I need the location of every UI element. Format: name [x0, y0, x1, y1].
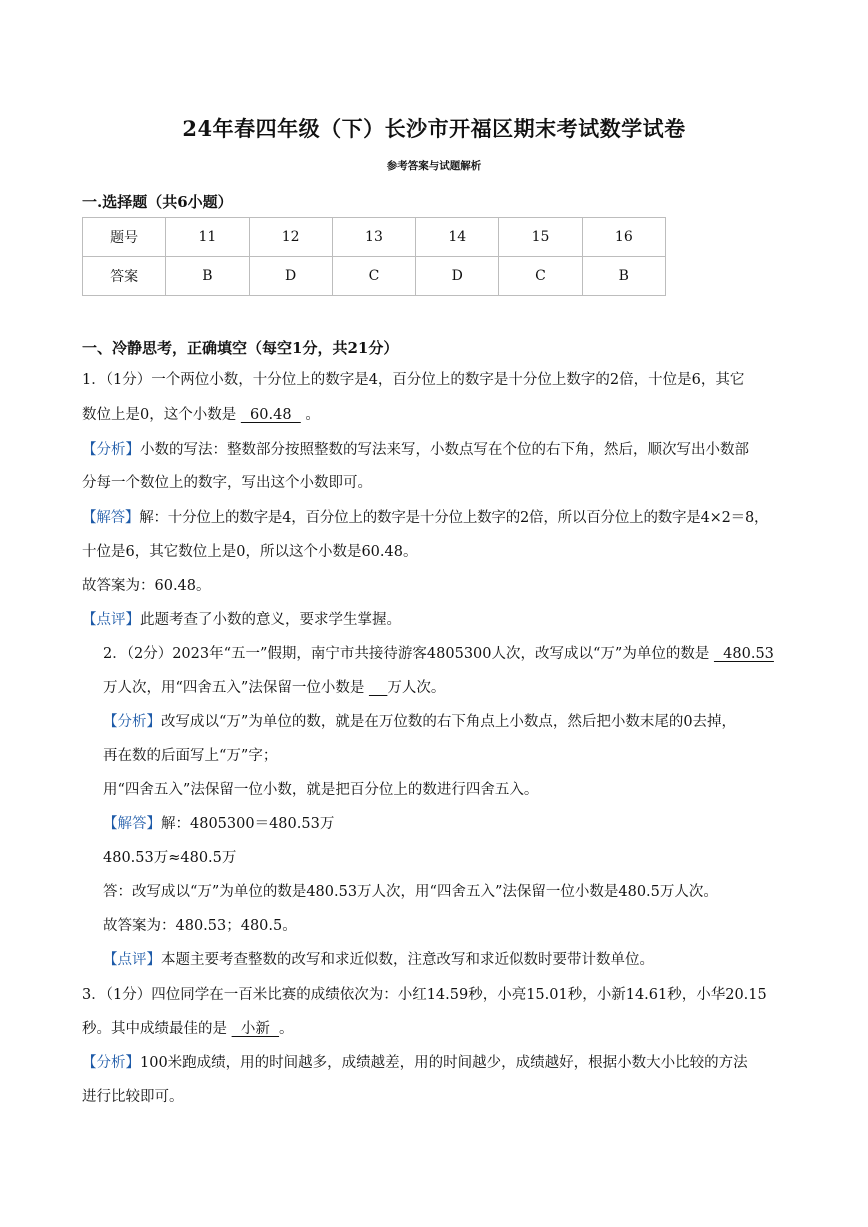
q2-analysis-line3: 用“四舍五入”法保留一位小数，就是把百分位上的数进行四舍五入。 [103, 782, 539, 798]
table-row-label: 答案 [83, 257, 166, 296]
q2-text: 2．（2分）2023年“五一”假期，南宁市共接待游客4805300人次，改写成以“万”为单位的数是 [103, 646, 710, 662]
analysis-text: 小数的写法：整数部分按照整数的写法来写，小数点写在个位的右下角，然后，顺次写出小数部 [140, 442, 749, 458]
q1-line1: 1．（1分）一个两位小数，十分位上的数字是4，百分位上的数字是十分位上数字的2倍，十位是6，其它 [82, 372, 745, 388]
comment-tag: 【点评】 [82, 612, 140, 628]
q1-answer-line1 [82, 508, 768, 528]
answer-table [82, 217, 666, 296]
table-cell: 12 [249, 218, 332, 257]
table-row-label: 题号 [83, 218, 166, 257]
analysis-tag: 【分析】 [103, 714, 161, 730]
q3-text-end: 。 [279, 1021, 294, 1037]
q3-line2 [82, 1019, 294, 1039]
q1-answer-line2: 十位是6，其它数位上是0，所以这个小数是60.48。 [82, 544, 418, 560]
analysis-tag: 【分析】 [82, 1055, 140, 1071]
table-cell: 16 [582, 218, 665, 257]
page-title: 24年春四年级（下）长沙市开福区期末考试数学试卷 [182, 116, 686, 141]
section-heading-fill: 一、冷静思考，正确填空（每空1分，共21分） [82, 339, 399, 357]
q1-analysis-line2: 分每一个数位上的数字，写出这个小数即可。 [82, 475, 372, 491]
answer-tag: 【解答】 [82, 510, 140, 526]
analysis-text: 改写成以“万”为单位的数，就是在万位数的右下角点上小数点，然后把小数末尾的0去掉， [161, 714, 737, 730]
answer-text: 解：十分位上的数字是4，百分位上的数字是十分位上数字的2倍，所以百分位上的数字是4×2＝8， [139, 510, 769, 526]
page-subtitle: 参考答案与试题解析 [386, 160, 482, 172]
table-row [83, 257, 666, 296]
q1-text: 数位上是0，这个小数是 [82, 407, 237, 423]
q2-analysis-line2: 再在数的后面写上“万”字； [103, 748, 278, 764]
table-cell: B [166, 257, 249, 296]
q3-line1: 3．（1分）四位同学在一百米比赛的成绩依次为：小红14.59秒，小亮15.01秒，小新14.61秒，小华20.15 [82, 987, 767, 1003]
table-cell: D [416, 257, 499, 296]
q3-analysis-line2: 进行比较即可。 [82, 1089, 184, 1105]
q1-answer-blank: 60.48 [240, 407, 301, 423]
answer-tag: 【解答】 [103, 816, 161, 832]
q2-final: 故答案为：480.53；480.5。 [103, 918, 297, 934]
table-cell: C [332, 257, 415, 296]
q2-answer-blank-2 [369, 680, 387, 696]
analysis-text: 100米跑成绩，用的时间越多，成绩越差，用的时间越少，成绩越好，根据小数大小比较的方法 [140, 1055, 748, 1071]
table-cell: D [249, 257, 332, 296]
table-cell: 15 [499, 218, 582, 257]
q3-answer-blank: 小新 [231, 1021, 280, 1037]
q2-answer-line3: 答：改写成以“万”为单位的数是480.53万人次，用“四舍五入”法保留一位小数是480.5万人次。 [103, 884, 718, 900]
comment-text: 本题主要考查整数的改写和求近似数，注意改写和求近似数时要带计数单位。 [161, 952, 654, 968]
section-heading-choice: 一.选择题（共6小题） [82, 193, 233, 211]
table-cell: 14 [416, 218, 499, 257]
q1-comment [82, 610, 401, 630]
q1-analysis-line1 [82, 440, 749, 460]
table-cell: C [499, 257, 582, 296]
q1-text-end: 。 [305, 407, 320, 423]
answer-text: 解：4805300＝480.53万 [161, 816, 335, 832]
q2-answer-line2: 480.53万≈480.5万 [103, 850, 237, 866]
q2-line2 [103, 678, 445, 698]
q2-line1 [103, 644, 774, 664]
q1-line2 [82, 405, 320, 425]
table-cell: B [582, 257, 665, 296]
q2-answer-blank-1: 480.53 [713, 646, 774, 662]
q2-comment [103, 950, 654, 970]
q3-analysis-line1 [82, 1053, 748, 1073]
comment-text: 此题考查了小数的意义，要求学生掌握。 [140, 612, 401, 628]
q2-analysis-line1 [103, 712, 736, 732]
q2-text: 万人次，用“四舍五入”法保留一位小数是 [103, 680, 365, 696]
table-row [83, 218, 666, 257]
table-cell: 11 [166, 218, 249, 257]
q3-text: 秒。其中成绩最佳的是 [82, 1021, 227, 1037]
comment-tag: 【点评】 [103, 952, 161, 968]
table-cell: 13 [332, 218, 415, 257]
q2-answer-line1 [103, 814, 334, 834]
q2-text-end: 万人次。 [387, 680, 446, 696]
q1-final: 故答案为：60.48。 [82, 578, 211, 594]
analysis-tag: 【分析】 [82, 442, 140, 458]
